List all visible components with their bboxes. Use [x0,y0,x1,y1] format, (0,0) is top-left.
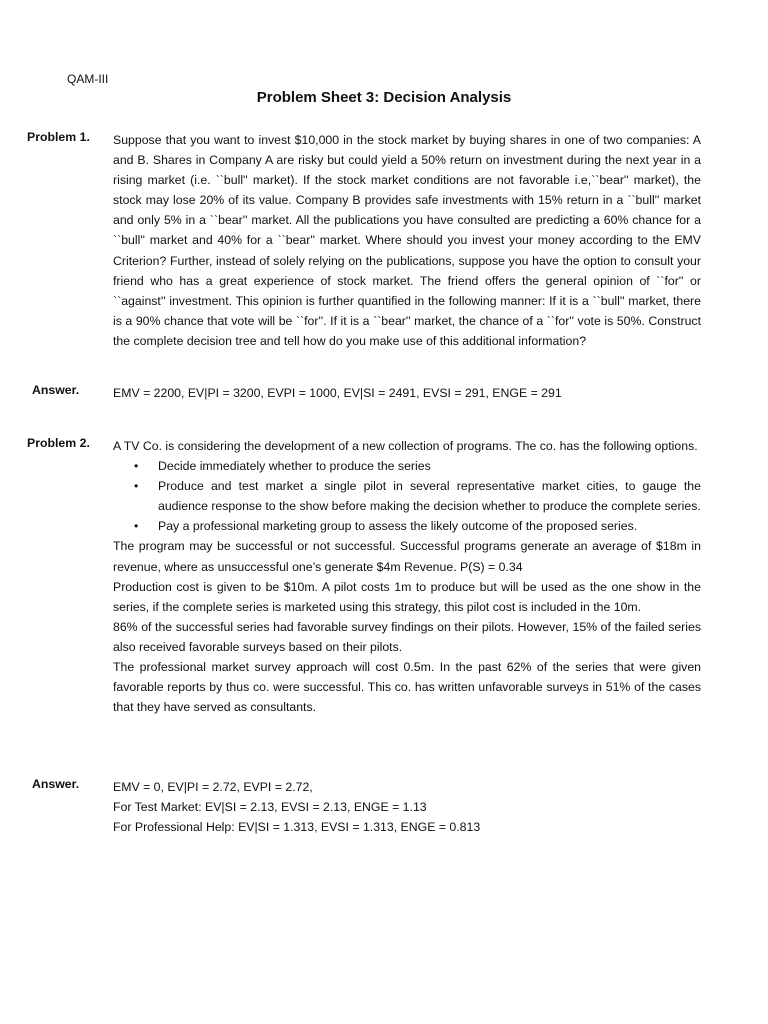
problem-1-label: Problem 1. [27,130,90,144]
problem-2-options-list [113,456,701,536]
bullet-icon: • [134,459,139,474]
list-item [113,456,701,476]
answer-2-text [113,777,701,837]
answer-2-line: For Professional Help: EV|SI = 1.313, EVSI = 1.313, ENGE = 0.813 [113,820,481,835]
problem-2-paragraph: Production cost is given to be $10m. A pilot costs 1m to produce but will be used as the one show in the series, if the complete series is marketed using this strategy, this pilot cost is included in the 10m. [113,579,701,614]
page-title: Problem Sheet 3: Decision Analysis [256,89,512,106]
list-item [113,516,701,536]
course-code: QAM-III [67,72,109,86]
bullet-icon: • [134,479,139,494]
answer-1-text: EMV = 2200, EV|PI = 3200, EVPI = 1000, EV|SI = 2491, EVSI = 291, ENGE = 291 [113,386,562,400]
problem-2-text [113,436,701,717]
problem-2-intro: A TV Co. is considering the development of a new collection of programs. The co. has the following options. [113,439,698,453]
answer-2-label: Answer. [32,777,80,791]
answer-2-line: For Test Market: EV|SI = 2.13, EVSI = 2.13, ENGE = 1.13 [113,800,427,815]
problem-2-paragraph: 86% of the successful series had favorable survey findings on their pilots. However, 15% of the failed series also received favorable surveys based on their pilots. [113,619,701,654]
list-item [113,476,701,516]
option-text: Pay a professional marketing group to assess the likely outcome of the proposed series. [158,519,638,534]
answer-1-label: Answer. [32,383,80,397]
problem-1-text [113,130,701,351]
option-text: Produce and test market a single pilot in several representative market cities, to gauge the audience response to the show before making the decision whether to produce the complete series. [158,479,701,514]
answer-2-line: EMV = 0, EV|PI = 2.72, EVPI = 2.72, [113,780,313,794]
problem-2-paragraph: The program may be successful or not successful. Successful programs generate an average of $18m in revenue, where as unsuccessful one’s generate $4m Revenue. P(S) = 0.34 [113,539,701,574]
bullet-icon: • [134,519,139,534]
problem-1-paragraph: Suppose that you want to invest $10,000 in the stock market by buying shares in one of two companies: A and B. Shares in Company A are risky but could yield a 50% return on investment during the next year in a rising market (i.e. ``bull'' market). If the stock market conditions are not favorable i.e,``bear'' market), the stock may lose 20% of its value. Company B provides safe investments with 15% return in a ``bull'' market and only 5% in a ``bear'' market. All the publications you have consulted are predicting a 60% chance for a ``bull'' market and 40% for a ``bear'' market. Where should you invest your money according to the EMV Criterion? Further, instead of solely relying on the publications, suppose you have the option to consult your friend who has a great experience of stock market. The friend offers the general opinion of ``for'' or ``against'' investment. This opinion is further quantified in the following manner: If it is a ``bull'' market, there is a 90% chance that vote will be ``for''. If it is a ``bear'' market, the chance of a ``for'' vote is 50%. Construct the complete decision tree and tell how do you make use of this additional information? [113,133,701,348]
problem-2-paragraph: The professional market survey approach will cost 0.5m. In the past 62% of the series that were given favorable reports by thus co. were successful. This co. has written unfavorable surveys in 51% of the cases that they have served as consultants. [113,660,701,715]
problem-2-label: Problem 2. [27,436,90,450]
option-text: Decide immediately whether to produce the series [158,459,431,474]
